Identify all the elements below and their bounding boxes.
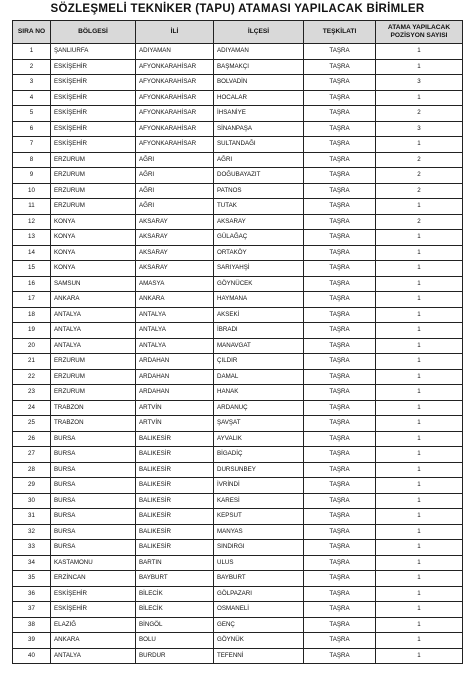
table-row <box>13 168 463 184</box>
cell-sira-no: 27 <box>13 447 51 463</box>
cell-teskilati: TAŞRA <box>304 540 376 556</box>
cell-bolgesi: KONYA <box>51 261 136 277</box>
table-row <box>13 214 463 230</box>
cell-bolgesi: KONYA <box>51 214 136 230</box>
table-row <box>13 152 463 168</box>
cell-sira-no: 2 <box>13 59 51 75</box>
table-row <box>13 540 463 556</box>
cell-pozisyon-sayisi: 1 <box>376 292 463 308</box>
cell-ili: ARDAHAN <box>136 354 214 370</box>
cell-sira-no: 22 <box>13 369 51 385</box>
cell-sira-no: 10 <box>13 183 51 199</box>
cell-bolgesi: BURSA <box>51 447 136 463</box>
cell-ilcesi: GÖLPAZARI <box>214 586 304 602</box>
cell-ilcesi: KARESİ <box>214 493 304 509</box>
cell-pozisyon-sayisi: 1 <box>376 44 463 60</box>
cell-bolgesi: BURSA <box>51 431 136 447</box>
cell-sira-no: 7 <box>13 137 51 153</box>
cell-sira-no: 13 <box>13 230 51 246</box>
cell-bolgesi: ERZURUM <box>51 199 136 215</box>
cell-bolgesi: BURSA <box>51 462 136 478</box>
cell-sira-no: 4 <box>13 90 51 106</box>
cell-ilcesi: AKSEKİ <box>214 307 304 323</box>
table-row <box>13 106 463 122</box>
cell-teskilati: TAŞRA <box>304 199 376 215</box>
cell-bolgesi: ANTALYA <box>51 648 136 664</box>
cell-ilcesi: SİNANPAŞA <box>214 121 304 137</box>
cell-pozisyon-sayisi: 1 <box>376 369 463 385</box>
cell-pozisyon-sayisi: 1 <box>376 586 463 602</box>
cell-ilcesi: BİGADİÇ <box>214 447 304 463</box>
cell-sira-no: 34 <box>13 555 51 571</box>
table-row <box>13 648 463 664</box>
cell-ili: BARTIN <box>136 555 214 571</box>
cell-sira-no: 20 <box>13 338 51 354</box>
cell-bolgesi: BURSA <box>51 509 136 525</box>
cell-ilcesi: MANYAS <box>214 524 304 540</box>
cell-ili: BALIKESİR <box>136 478 214 494</box>
cell-sira-no: 26 <box>13 431 51 447</box>
cell-pozisyon-sayisi: 1 <box>376 323 463 339</box>
cell-pozisyon-sayisi: 1 <box>376 59 463 75</box>
cell-ili: AFYONKARAHİSAR <box>136 90 214 106</box>
cell-bolgesi: ESKİŞEHİR <box>51 586 136 602</box>
header-ili: İLİ <box>136 21 214 44</box>
cell-bolgesi: ŞANLIURFA <box>51 44 136 60</box>
cell-teskilati: TAŞRA <box>304 400 376 416</box>
cell-teskilati: TAŞRA <box>304 90 376 106</box>
table-row <box>13 292 463 308</box>
cell-teskilati: TAŞRA <box>304 168 376 184</box>
cell-sira-no: 3 <box>13 75 51 91</box>
cell-ilcesi: KEPSUT <box>214 509 304 525</box>
cell-ilcesi: MANAVGAT <box>214 338 304 354</box>
table-row <box>13 431 463 447</box>
table-row <box>13 555 463 571</box>
cell-ilcesi: TEFENNİ <box>214 648 304 664</box>
table-row <box>13 416 463 432</box>
cell-bolgesi: ELAZIĞ <box>51 617 136 633</box>
cell-bolgesi: ESKİŞEHİR <box>51 75 136 91</box>
cell-pozisyon-sayisi: 1 <box>376 478 463 494</box>
cell-ili: BALIKESİR <box>136 431 214 447</box>
cell-ili: AFYONKARAHİSAR <box>136 121 214 137</box>
cell-teskilati: TAŞRA <box>304 152 376 168</box>
cell-sira-no: 39 <box>13 633 51 649</box>
table-row <box>13 121 463 137</box>
cell-pozisyon-sayisi: 3 <box>376 121 463 137</box>
cell-pozisyon-sayisi: 1 <box>376 338 463 354</box>
cell-ilcesi: DAMAL <box>214 369 304 385</box>
cell-teskilati: TAŞRA <box>304 509 376 525</box>
cell-ili: BALIKESİR <box>136 509 214 525</box>
table-row <box>13 44 463 60</box>
table-row <box>13 447 463 463</box>
cell-pozisyon-sayisi: 2 <box>376 106 463 122</box>
table-row <box>13 90 463 106</box>
cell-ili: ANTALYA <box>136 307 214 323</box>
cell-ili: BİLECİK <box>136 602 214 618</box>
cell-ili: BALIKESİR <box>136 540 214 556</box>
cell-bolgesi: ESKİŞEHİR <box>51 121 136 137</box>
cell-ili: AMASYA <box>136 276 214 292</box>
cell-teskilati: TAŞRA <box>304 369 376 385</box>
cell-teskilati: TAŞRA <box>304 121 376 137</box>
cell-ilcesi: DOĞUBAYAZIT <box>214 168 304 184</box>
cell-pozisyon-sayisi: 1 <box>376 276 463 292</box>
cell-sira-no: 29 <box>13 478 51 494</box>
assignment-table <box>12 20 463 664</box>
cell-pozisyon-sayisi: 1 <box>376 137 463 153</box>
cell-ili: BALIKESİR <box>136 462 214 478</box>
cell-teskilati: TAŞRA <box>304 602 376 618</box>
cell-ilcesi: HANAK <box>214 385 304 401</box>
cell-ili: BURDUR <box>136 648 214 664</box>
cell-bolgesi: ERZURUM <box>51 183 136 199</box>
table-row <box>13 307 463 323</box>
cell-ilcesi: OSMANELİ <box>214 602 304 618</box>
cell-ilcesi: SULTANDAĞI <box>214 137 304 153</box>
cell-pozisyon-sayisi: 2 <box>376 183 463 199</box>
cell-ilcesi: PATNOS <box>214 183 304 199</box>
cell-ili: AFYONKARAHİSAR <box>136 137 214 153</box>
cell-pozisyon-sayisi: 1 <box>376 245 463 261</box>
cell-ilcesi: GÖYNÜK <box>214 633 304 649</box>
cell-sira-no: 12 <box>13 214 51 230</box>
cell-teskilati: TAŞRA <box>304 633 376 649</box>
cell-ili: ANKARA <box>136 292 214 308</box>
cell-bolgesi: SAMSUN <box>51 276 136 292</box>
table-header-row <box>13 21 463 44</box>
cell-bolgesi: ESKİŞEHİR <box>51 137 136 153</box>
cell-sira-no: 38 <box>13 617 51 633</box>
cell-ilcesi: İHSANİYE <box>214 106 304 122</box>
cell-ilcesi: ARDANUÇ <box>214 400 304 416</box>
cell-bolgesi: ANTALYA <box>51 307 136 323</box>
cell-pozisyon-sayisi: 1 <box>376 540 463 556</box>
cell-teskilati: TAŞRA <box>304 261 376 277</box>
cell-teskilati: TAŞRA <box>304 292 376 308</box>
cell-pozisyon-sayisi: 2 <box>376 152 463 168</box>
cell-ilcesi: SINDIRGI <box>214 540 304 556</box>
cell-ili: AFYONKARAHİSAR <box>136 59 214 75</box>
cell-ili: ARDAHAN <box>136 369 214 385</box>
cell-ilcesi: GÜLAĞAÇ <box>214 230 304 246</box>
cell-teskilati: TAŞRA <box>304 478 376 494</box>
cell-teskilati: TAŞRA <box>304 524 376 540</box>
cell-sira-no: 17 <box>13 292 51 308</box>
cell-pozisyon-sayisi: 1 <box>376 462 463 478</box>
table-row <box>13 338 463 354</box>
cell-sira-no: 36 <box>13 586 51 602</box>
cell-teskilati: TAŞRA <box>304 617 376 633</box>
table-row <box>13 230 463 246</box>
cell-pozisyon-sayisi: 1 <box>376 555 463 571</box>
cell-ili: AKSARAY <box>136 214 214 230</box>
header-teskilati: TEŞKİLATI <box>304 21 376 44</box>
table-body <box>13 44 463 664</box>
table-row <box>13 462 463 478</box>
cell-pozisyon-sayisi: 1 <box>376 354 463 370</box>
table-row <box>13 59 463 75</box>
cell-ilcesi: AĞRI <box>214 152 304 168</box>
cell-bolgesi: ERZURUM <box>51 152 136 168</box>
cell-ilcesi: GÖYNÜCEK <box>214 276 304 292</box>
header-sira-no: SIRA NO <box>13 21 51 44</box>
header-bolgesi: BÖLGESİ <box>51 21 136 44</box>
table-row <box>13 493 463 509</box>
table-row <box>13 617 463 633</box>
cell-ili: AKSARAY <box>136 230 214 246</box>
cell-ili: ADIYAMAN <box>136 44 214 60</box>
table-row <box>13 571 463 587</box>
table-row <box>13 354 463 370</box>
table-row <box>13 199 463 215</box>
cell-teskilati: TAŞRA <box>304 245 376 261</box>
table-row <box>13 509 463 525</box>
cell-ili: BALIKESİR <box>136 447 214 463</box>
cell-teskilati: TAŞRA <box>304 75 376 91</box>
cell-ili: BİNGÖL <box>136 617 214 633</box>
cell-pozisyon-sayisi: 1 <box>376 261 463 277</box>
cell-bolgesi: TRABZON <box>51 416 136 432</box>
cell-ili: BALIKESİR <box>136 493 214 509</box>
table-row <box>13 633 463 649</box>
cell-pozisyon-sayisi: 2 <box>376 214 463 230</box>
cell-bolgesi: ANKARA <box>51 292 136 308</box>
header-ilcesi: İLÇESİ <box>214 21 304 44</box>
cell-ilcesi: ÇILDIR <box>214 354 304 370</box>
cell-teskilati: TAŞRA <box>304 230 376 246</box>
table-row <box>13 276 463 292</box>
cell-teskilati: TAŞRA <box>304 307 376 323</box>
cell-teskilati: TAŞRA <box>304 586 376 602</box>
cell-teskilati: TAŞRA <box>304 338 376 354</box>
cell-bolgesi: ERZİNCAN <box>51 571 136 587</box>
cell-teskilati: TAŞRA <box>304 571 376 587</box>
cell-pozisyon-sayisi: 1 <box>376 199 463 215</box>
table-row <box>13 183 463 199</box>
cell-ilcesi: AYVALIK <box>214 431 304 447</box>
cell-sira-no: 8 <box>13 152 51 168</box>
cell-bolgesi: ERZURUM <box>51 168 136 184</box>
cell-pozisyon-sayisi: 2 <box>376 168 463 184</box>
cell-ili: AFYONKARAHİSAR <box>136 106 214 122</box>
cell-ilcesi: BAYBURT <box>214 571 304 587</box>
cell-ili: ARTVİN <box>136 416 214 432</box>
cell-sira-no: 37 <box>13 602 51 618</box>
header-pozisyon-sayisi: ATAMA YAPILACAK POZİSYON SAYISI <box>376 21 463 44</box>
cell-teskilati: TAŞRA <box>304 555 376 571</box>
cell-ilcesi: SARIYAHŞİ <box>214 261 304 277</box>
cell-pozisyon-sayisi: 1 <box>376 602 463 618</box>
cell-pozisyon-sayisi: 1 <box>376 230 463 246</box>
cell-ili: AĞRI <box>136 199 214 215</box>
cell-ilcesi: ŞAVŞAT <box>214 416 304 432</box>
cell-ili: BOLU <box>136 633 214 649</box>
document-title: SÖZLEŞMELİ TEKNİKER (TAPU) ATAMASI YAPILACAK BİRİMLER <box>50 3 425 15</box>
cell-ilcesi: BAŞMAKÇI <box>214 59 304 75</box>
cell-ili: ARDAHAN <box>136 385 214 401</box>
cell-bolgesi: BURSA <box>51 493 136 509</box>
table-row <box>13 75 463 91</box>
cell-ili: ANTALYA <box>136 338 214 354</box>
table-row <box>13 261 463 277</box>
cell-teskilati: TAŞRA <box>304 44 376 60</box>
cell-pozisyon-sayisi: 1 <box>376 509 463 525</box>
cell-sira-no: 40 <box>13 648 51 664</box>
cell-sira-no: 25 <box>13 416 51 432</box>
cell-ilcesi: HAYMANA <box>214 292 304 308</box>
table-row <box>13 602 463 618</box>
cell-ili: AĞRI <box>136 152 214 168</box>
cell-sira-no: 31 <box>13 509 51 525</box>
cell-pozisyon-sayisi: 1 <box>376 400 463 416</box>
cell-ili: BALIKESİR <box>136 524 214 540</box>
cell-teskilati: TAŞRA <box>304 59 376 75</box>
cell-sira-no: 21 <box>13 354 51 370</box>
cell-pozisyon-sayisi: 1 <box>376 431 463 447</box>
cell-teskilati: TAŞRA <box>304 431 376 447</box>
cell-bolgesi: KASTAMONU <box>51 555 136 571</box>
table-row <box>13 323 463 339</box>
cell-ili: BİLECİK <box>136 586 214 602</box>
cell-bolgesi: ESKİŞEHİR <box>51 106 136 122</box>
cell-ilcesi: BOLVADİN <box>214 75 304 91</box>
cell-ili: ANTALYA <box>136 323 214 339</box>
cell-bolgesi: ESKİŞEHİR <box>51 59 136 75</box>
cell-teskilati: TAŞRA <box>304 137 376 153</box>
cell-sira-no: 15 <box>13 261 51 277</box>
table-row <box>13 385 463 401</box>
cell-bolgesi: BURSA <box>51 478 136 494</box>
table-row <box>13 524 463 540</box>
cell-teskilati: TAŞRA <box>304 493 376 509</box>
cell-ili: ARTVİN <box>136 400 214 416</box>
cell-pozisyon-sayisi: 1 <box>376 307 463 323</box>
cell-teskilati: TAŞRA <box>304 214 376 230</box>
cell-pozisyon-sayisi: 1 <box>376 633 463 649</box>
cell-pozisyon-sayisi: 1 <box>376 385 463 401</box>
cell-teskilati: TAŞRA <box>304 416 376 432</box>
cell-bolgesi: ANTALYA <box>51 338 136 354</box>
cell-ilcesi: HOCALAR <box>214 90 304 106</box>
cell-ilcesi: DURSUNBEY <box>214 462 304 478</box>
cell-teskilati: TAŞRA <box>304 276 376 292</box>
cell-teskilati: TAŞRA <box>304 183 376 199</box>
cell-bolgesi: ESKİŞEHİR <box>51 90 136 106</box>
cell-sira-no: 9 <box>13 168 51 184</box>
cell-sira-no: 6 <box>13 121 51 137</box>
cell-teskilati: TAŞRA <box>304 447 376 463</box>
cell-teskilati: TAŞRA <box>304 648 376 664</box>
cell-bolgesi: ERZURUM <box>51 369 136 385</box>
cell-sira-no: 33 <box>13 540 51 556</box>
cell-pozisyon-sayisi: 1 <box>376 617 463 633</box>
cell-ili: AĞRI <box>136 168 214 184</box>
cell-sira-no: 19 <box>13 323 51 339</box>
cell-bolgesi: ERZURUM <box>51 385 136 401</box>
cell-teskilati: TAŞRA <box>304 385 376 401</box>
cell-pozisyon-sayisi: 1 <box>376 416 463 432</box>
cell-ilcesi: AKSARAY <box>214 214 304 230</box>
cell-ilcesi: GENÇ <box>214 617 304 633</box>
cell-ilcesi: İVRİNDİ <box>214 478 304 494</box>
cell-sira-no: 11 <box>13 199 51 215</box>
cell-sira-no: 16 <box>13 276 51 292</box>
table-row <box>13 245 463 261</box>
cell-ilcesi: ORTAKÖY <box>214 245 304 261</box>
cell-teskilati: TAŞRA <box>304 323 376 339</box>
cell-ili: AKSARAY <box>136 245 214 261</box>
cell-ili: AFYONKARAHİSAR <box>136 75 214 91</box>
cell-pozisyon-sayisi: 1 <box>376 90 463 106</box>
cell-pozisyon-sayisi: 1 <box>376 524 463 540</box>
cell-bolgesi: ANKARA <box>51 633 136 649</box>
cell-pozisyon-sayisi: 1 <box>376 493 463 509</box>
cell-sira-no: 28 <box>13 462 51 478</box>
table-row <box>13 137 463 153</box>
cell-bolgesi: KONYA <box>51 230 136 246</box>
cell-bolgesi: BURSA <box>51 540 136 556</box>
cell-ilcesi: ADIYAMAN <box>214 44 304 60</box>
cell-bolgesi: BURSA <box>51 524 136 540</box>
cell-pozisyon-sayisi: 3 <box>376 75 463 91</box>
cell-bolgesi: TRABZON <box>51 400 136 416</box>
cell-sira-no: 1 <box>13 44 51 60</box>
table-row <box>13 400 463 416</box>
cell-ili: AKSARAY <box>136 261 214 277</box>
table-row <box>13 478 463 494</box>
table-row <box>13 586 463 602</box>
cell-ilcesi: TUTAK <box>214 199 304 215</box>
cell-sira-no: 5 <box>13 106 51 122</box>
cell-pozisyon-sayisi: 1 <box>376 447 463 463</box>
cell-teskilati: TAŞRA <box>304 354 376 370</box>
cell-bolgesi: ESKİŞEHİR <box>51 602 136 618</box>
cell-ili: AĞRI <box>136 183 214 199</box>
cell-sira-no: 35 <box>13 571 51 587</box>
cell-pozisyon-sayisi: 1 <box>376 648 463 664</box>
cell-bolgesi: KONYA <box>51 245 136 261</box>
cell-ili: BAYBURT <box>136 571 214 587</box>
cell-sira-no: 32 <box>13 524 51 540</box>
cell-ilcesi: ULUS <box>214 555 304 571</box>
table-row <box>13 369 463 385</box>
cell-sira-no: 30 <box>13 493 51 509</box>
cell-bolgesi: ANTALYA <box>51 323 136 339</box>
cell-sira-no: 24 <box>13 400 51 416</box>
cell-bolgesi: ERZURUM <box>51 354 136 370</box>
cell-teskilati: TAŞRA <box>304 462 376 478</box>
cell-sira-no: 14 <box>13 245 51 261</box>
cell-sira-no: 18 <box>13 307 51 323</box>
cell-teskilati: TAŞRA <box>304 106 376 122</box>
cell-ilcesi: İBRADI <box>214 323 304 339</box>
cell-sira-no: 23 <box>13 385 51 401</box>
cell-pozisyon-sayisi: 1 <box>376 571 463 587</box>
